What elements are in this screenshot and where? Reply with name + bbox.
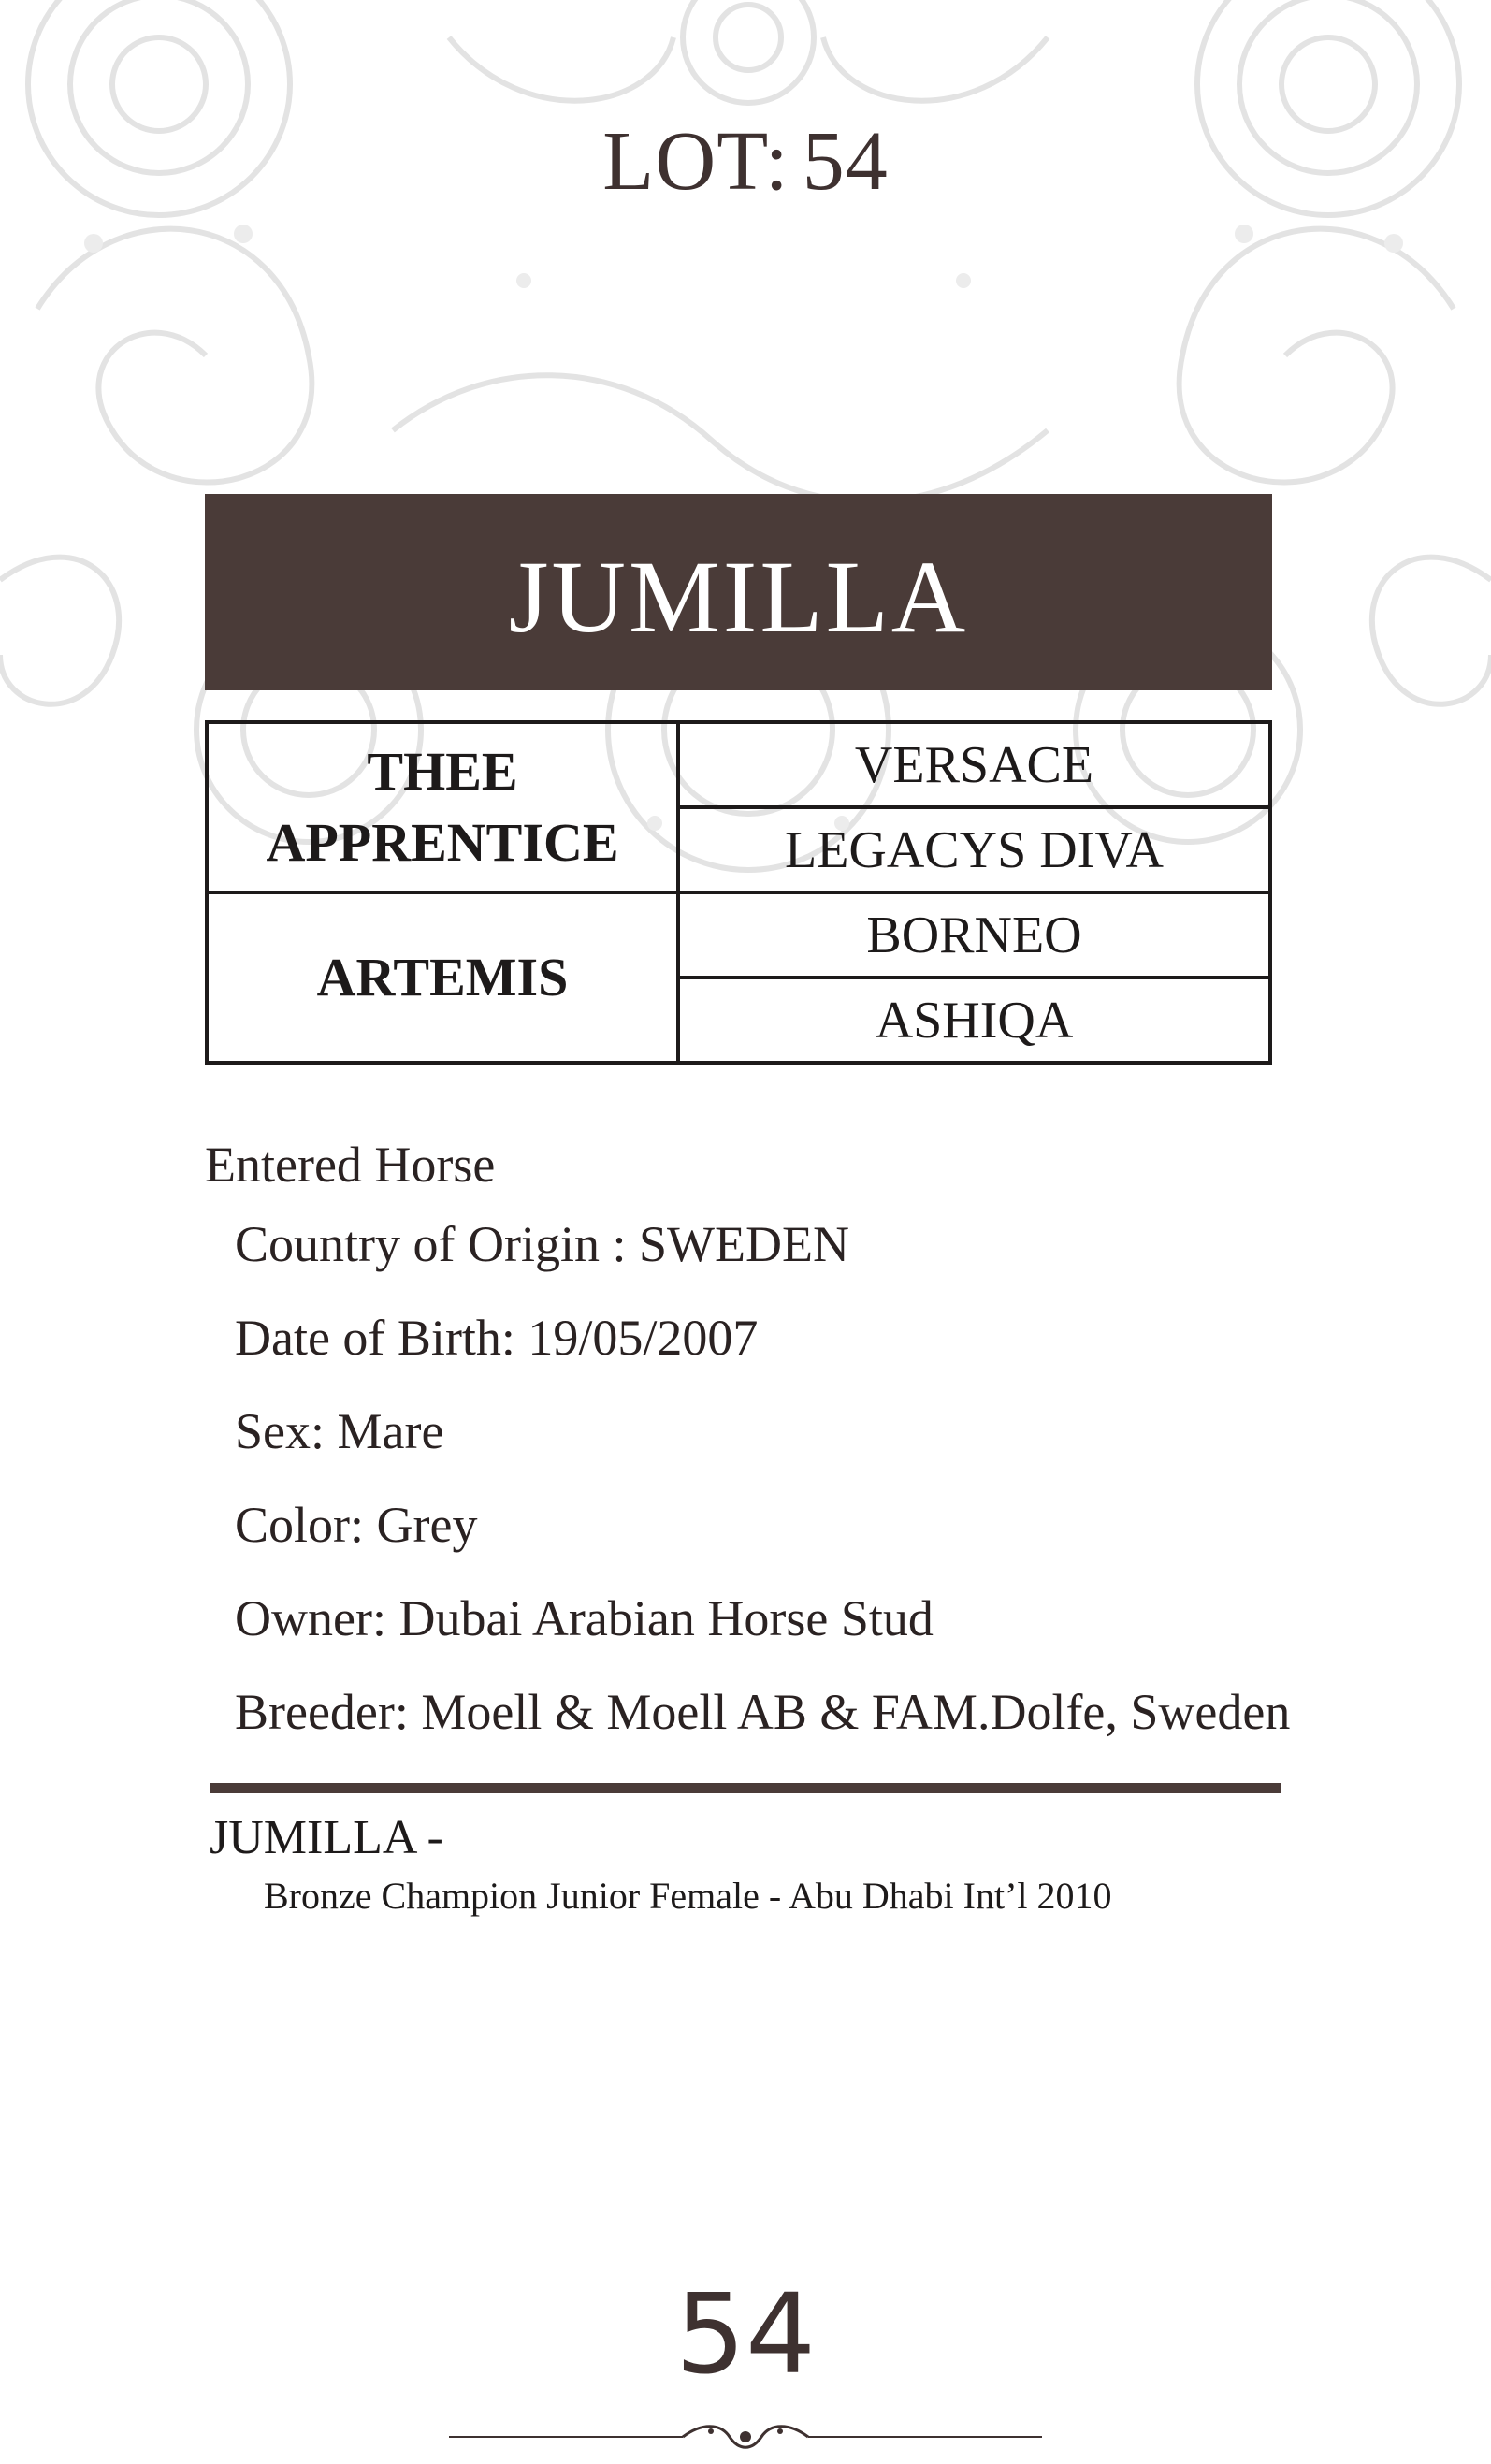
- honours-title: JUMILLA -: [210, 1811, 443, 1864]
- sire-cell: THEE APPRENTICE: [207, 722, 678, 892]
- lot-number: 54: [802, 115, 889, 208]
- sex: Sex: Mare: [235, 1403, 444, 1459]
- pedigree-table: [205, 720, 1272, 1065]
- entered-horse-heading: Entered Horse: [205, 1137, 496, 1193]
- lot-heading: [0, 110, 1491, 213]
- section-divider: [210, 1783, 1281, 1793]
- breeder: Breeder: Moell & Moell AB & FAM.Dolfe, Sweden: [235, 1684, 1291, 1740]
- lot-label: LOT:: [602, 115, 789, 208]
- honours-item: Bronze Champion Junior Female - Abu Dhabi Int’l 2010: [264, 1875, 1112, 1917]
- owner: Owner: Dubai Arabian Horse Stud: [235, 1590, 934, 1646]
- sire-dam-cell: LEGACYS DIVA: [678, 807, 1270, 892]
- honours-section: [210, 1805, 1332, 1921]
- page-number: 54: [674, 2269, 817, 2399]
- flourish-divider-icon: [449, 2418, 1042, 2456]
- country-of-origin: Country of Origin : SWEDEN: [235, 1216, 849, 1272]
- color: Color: Grey: [235, 1497, 478, 1553]
- date-of-birth: Date of Birth: 19/05/2007: [235, 1310, 759, 1366]
- horse-name: JUMILLA: [508, 540, 969, 654]
- horse-name-banner: [205, 494, 1272, 690]
- sire-sire-cell: VERSACE: [678, 722, 1270, 807]
- horse-details: [205, 1132, 1421, 1759]
- details-list: [205, 1197, 1421, 1759]
- dam-sire-cell: BORNEO: [678, 892, 1270, 978]
- dam-cell: ARTEMIS: [207, 892, 678, 1063]
- dam-dam-cell: ASHIQA: [678, 978, 1270, 1063]
